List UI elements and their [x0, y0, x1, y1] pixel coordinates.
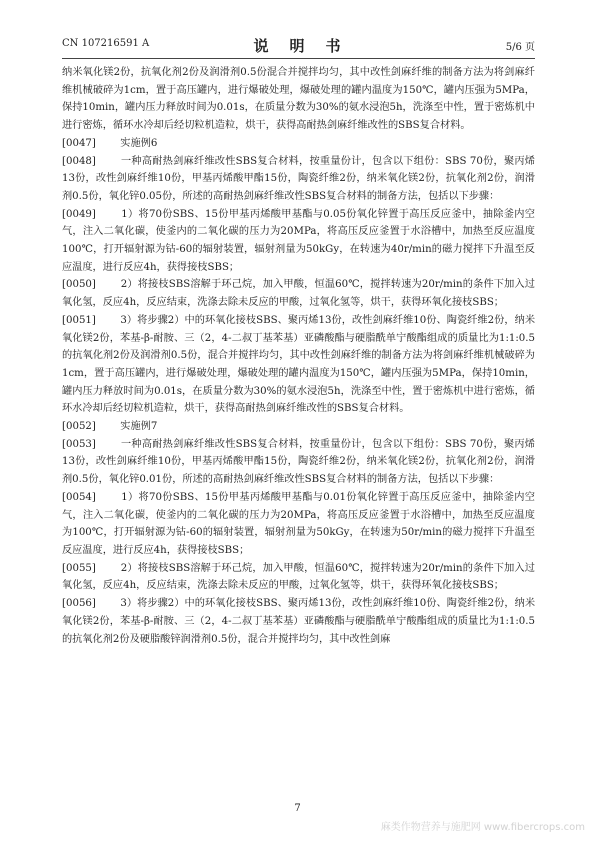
paragraph	[62, 206, 535, 277]
paragraph-text: 纳米氧化镁2份，抗氧化剂2份及润滑剂0.5份混合并搅拌均匀，其中改性剑麻纤维的制备方法为将剑麻纤维机械破碎为1cm，置于高压罐内，进行爆破处理，爆破处理的罐内温度为150℃，罐内压强为5MPa，保持10min，罐内压力释放时间为0.01s，在质量分数为30%的氨水浸泡5h，洗涤至中性，置于密炼机中进行密炼，循环水冷却后经切粒机造粒，烘干，获得高耐热剑麻纤维改性的SBS复合材料。	[62, 67, 535, 132]
paragraph-text: 3）将步骤2）中的环氧化接枝SBS、聚丙烯13份，改性剑麻纤维10份、陶瓷纤维2份，纳米氧化镁2份，苯基-β-耐胺、三（2，4-二叔丁基苯基）亚磷酸酯与硬脂酰单宁酸酯组成的质量比为1:1:0.5的抗氧化剂2份及硬脂酸锌润滑剂0.5份，混合并搅拌均匀，其中改性剑麻	[62, 598, 536, 645]
watermark: 麻类作物营养与施肥网 www.fibercrops.com	[380, 822, 585, 833]
paragraph-text: 3）将步骤2）中的环氧化接枝SBS、聚丙烯13份，改性剑麻纤维10份、陶瓷纤维2份，纳米氧化镁2份，苯基-β-耐胺、三（2，4-二叔丁基苯基）亚磷酸酯与硬脂酰单宁酸酯组成的质量比为1:1:0.5的抗氧化剂2份及润滑剂0.5份，混合并搅拌均匀，其中改性剑麻纤维的制备方法为将剑麻纤维机械破碎为1cm，置于高压罐内，进行爆破处理，爆破处理的罐内温度为150℃，罐内压强为5MPa，保持10min，罐内压力释放时间为0.01s，在质量分数为30%的氨水浸泡5h，洗涤至中性，置于密炼机中进行密炼，循环水冷却后经切粒机造粒，烘干，获得高耐热剑麻纤维改性的SBS复合材料。	[62, 314, 536, 415]
paragraph-number: [0052]	[62, 421, 96, 433]
paragraph-text: 2）将接枝SBS溶解于环己烷，加入甲酸，恒温60℃，搅拌转速为20r/min的条件下加入过氧化氢，反应4h，反应结束，洗涤去除未反应的甲酸，过氧化氢等，烘干，获得环氧化接枝SBS；	[62, 279, 535, 309]
paragraph-number: [0056]	[62, 598, 96, 610]
paragraph-number: [0049]	[62, 208, 96, 220]
page-indicator: 5/6 页	[505, 42, 535, 53]
paragraph-number: [0048]	[62, 155, 96, 167]
paragraph	[62, 64, 535, 135]
paragraph-text: 2）将接枝SBS溶解于环己烷，加入甲酸，恒温60℃，搅拌转速为20r/min的条件下加入过氧化氢，反应4h，反应结束，洗涤去除未反应的甲酸，过氧化氢等，烘干，获得环氧化接枝SBS；	[62, 562, 535, 592]
paragraph-number: [0051]	[62, 314, 96, 326]
paragraph	[62, 489, 535, 560]
paragraph-text: 1）将70份SBS、15份甲基丙烯酸甲基酯与0.05份氧化锌置于高压反应釜中，抽除釜内空气，注入二氧化碳，使釜内的二氧化碳的压力为20MPa，将高压反应釜置于水浴槽中，加热至反应温度100℃，打开辐射源为钴-60的辐射装置，辐射剂量为50kGy，在转速为40r/min的磁力搅拌下升温至反应温度，进行反应4h，获得接枝SBS；	[62, 208, 535, 273]
paragraph	[62, 153, 535, 206]
paragraph-number: [0054]	[62, 491, 96, 503]
paragraph	[62, 135, 535, 153]
paragraph	[62, 312, 535, 418]
paragraph	[62, 418, 535, 436]
paragraph-text: 实施例7	[120, 421, 158, 433]
paragraph-text: 一种高耐热剑麻纤维改性SBS复合材料，按重量份计，包含以下组份：SBS 70份，聚丙烯13份，改性剑麻纤维10份，甲基丙烯酸甲酯15份，陶瓷纤维2份，纳米氧化镁2份，抗氧化剂2份，润滑剂0.5份，氧化锌0.05份，所述的高耐热剑麻纤维改性SBS复合材料的制备方法，包括以下步骤：	[62, 155, 535, 202]
paragraph	[62, 595, 535, 648]
document-title: 说 明 书	[253, 37, 344, 55]
paragraph-number: [0055]	[62, 562, 96, 574]
paragraph	[62, 276, 535, 311]
page-header	[62, 36, 535, 56]
paragraph	[62, 560, 535, 595]
paragraph	[62, 436, 535, 489]
paragraph-number: [0047]	[62, 137, 96, 149]
paragraph-text: 1）将70份SBS、15份甲基丙烯酸甲基酯与0.01份氧化锌置于高压反应釜中，抽除釜内空气，注入二氧化碳，使釜内的二氧化碳的压力为20MPa，将高压反应釜置于水浴槽中，加热至反应温度为100℃，打开辐射源为钴-60的辐射装置，辐射剂量为50kGy，在转速为50r/min的磁力搅拌下升温至反应温度，进行反应4h，获得接枝SBS；	[62, 491, 535, 556]
paragraph-text: 一种高耐热剑麻纤维改性SBS复合材料，按重量份计，包含以下组份：SBS 70份，聚丙烯13份，改性剑麻纤维10份，甲基丙烯酸甲酯15份，陶瓷纤维2份，纳米氧化镁2份，抗氧化剂2份，润滑剂0.5份，氧化锌0.01份，所述的高耐热剑麻纤维改性SBS复合材料的制备方法，包括以下步骤：	[62, 438, 535, 486]
paragraph-text: 实施例6	[120, 137, 158, 149]
page-number: 7	[294, 803, 301, 814]
paragraph-number: [0050]	[62, 279, 96, 291]
paragraph-number: [0053]	[62, 438, 96, 450]
patent-number: CN 107216591 A	[62, 38, 150, 49]
document-body	[62, 64, 535, 648]
header-divider	[62, 58, 535, 59]
